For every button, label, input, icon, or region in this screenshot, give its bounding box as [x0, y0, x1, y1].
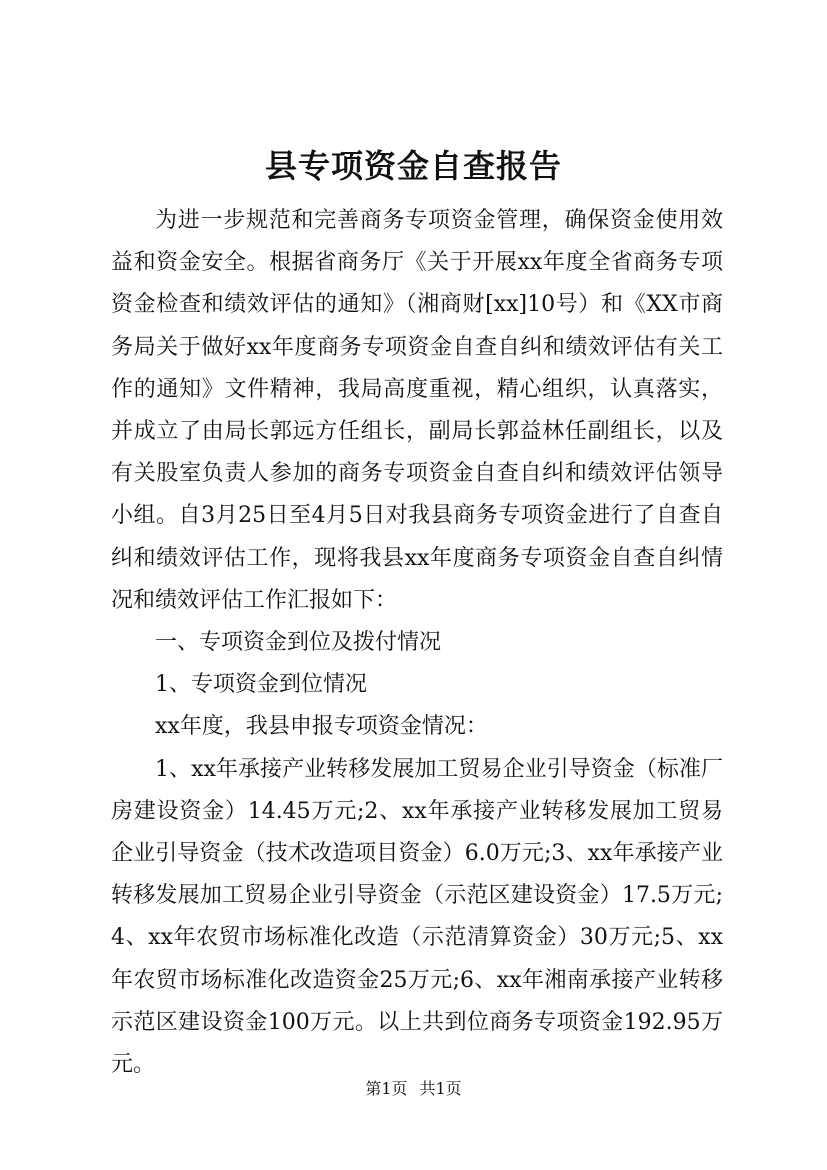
page-total: 共1页: [419, 1079, 462, 1098]
funding-details-paragraph: 1、xx年承接产业转移发展加工贸易企业引导资金（标准厂房建设资金）14.45万元;2、xx年承接产业转移发展加工贸易企业引导资金（技术改造项目资金）6.0万元;3、xx年承接产业转移发展加工贸易企业引导资金（示范区建设资金）17.5万元;4、xx年农贸市场标准化改造（示范清算资金）30万元;5、xx年农贸市场标准化改造资金25万元;6、xx年湘南承接产业转移示范区建设资金100万元。以上共到位商务专项资金192.95万元。: [111, 756, 723, 1078]
page-footer: [0, 1078, 827, 1100]
funding-summary-line: xx年度，我县申报专项资金情况：: [155, 714, 488, 740]
document-body: [111, 200, 723, 1086]
page-number: 第1页: [365, 1079, 408, 1098]
section-heading: 一、专项资金到位及拨付情况: [155, 630, 442, 656]
document-title: 县专项资金自查报告: [264, 147, 562, 185]
subsection-heading: 1、专项资金到位情况: [155, 672, 367, 698]
intro-paragraph: 为进一步规范和完善商务专项资金管理，确保资金使用效益和资金安全。根据省商务厅《关于开展xx年度全省商务专项资金检查和绩效评估的通知》（湘商财[xx]10号）和《XX市商务局关于做好xx年度商务专项资金自查自纠和绩效评估有关工作的通知》文件精神，我局高度重视，精心组织，认真落实，并成立了由局长郭远方任组长，副局长郭益林任副组长，以及有关股室负责人参加的商务专项资金自查自纠和绩效评估领导小组。自3月25日至4月5日对我县商务专项资金进行了自查自纠和绩效评估工作，现将我县xx年度商务专项资金自查自纠情况和绩效评估工作汇报如下：: [111, 208, 723, 613]
